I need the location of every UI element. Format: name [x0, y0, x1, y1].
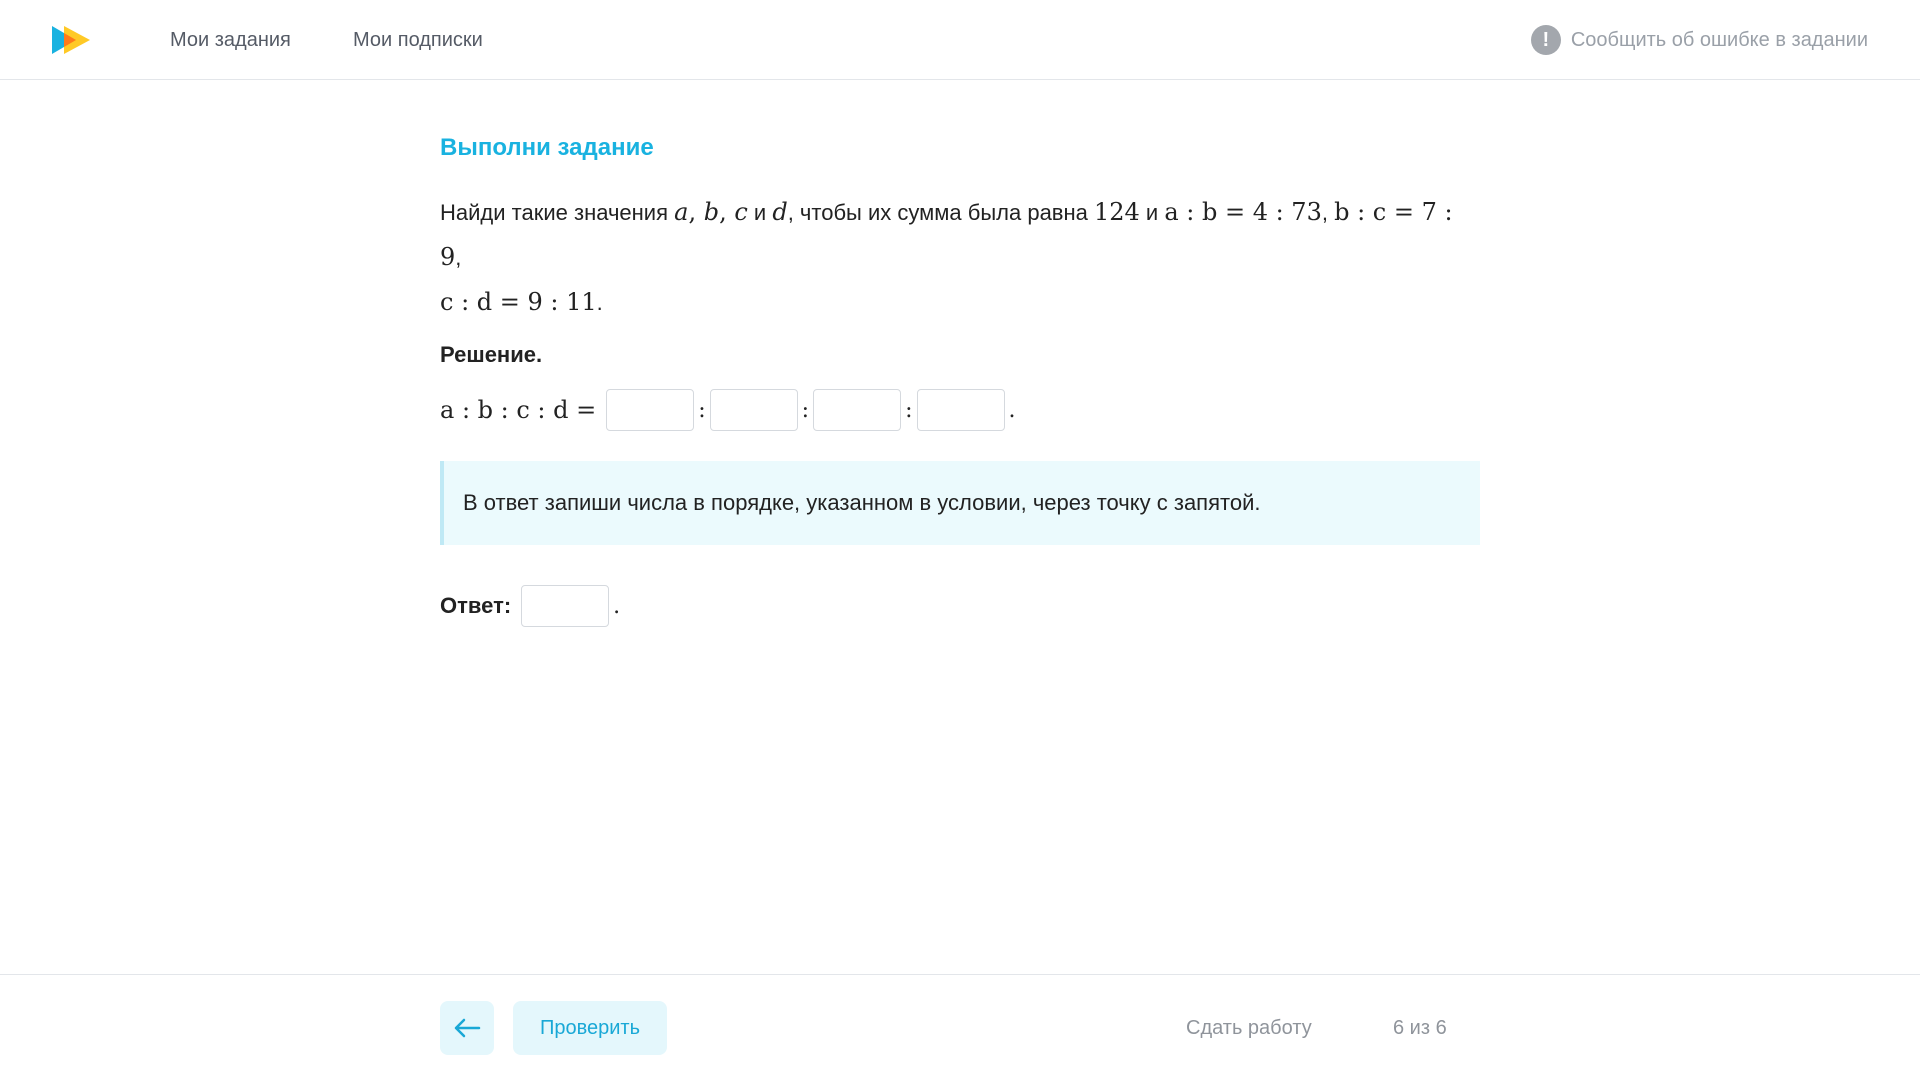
- check-button[interactable]: Проверить: [513, 1001, 667, 1055]
- colon-separator: :: [698, 397, 706, 423]
- problem-and-2: и: [1139, 200, 1165, 225]
- problem-and: и: [747, 200, 773, 225]
- var-b: b: [703, 198, 720, 226]
- nav-my-subscriptions[interactable]: Мои подписки: [353, 29, 483, 51]
- var-d: d: [772, 198, 788, 226]
- ratio-2: b : c = 7 : 9: [440, 198, 1453, 271]
- hint-box: [440, 461, 1480, 545]
- play-logo-icon[interactable]: [50, 22, 94, 58]
- ratio-label: a : b : c : d =: [440, 396, 597, 424]
- answer-row: [440, 585, 1480, 627]
- solution-label: Решение.: [440, 342, 543, 367]
- period: .: [613, 593, 621, 619]
- arrow-left-icon: [453, 1018, 481, 1038]
- answer-input[interactable]: [521, 585, 609, 627]
- ratio-1: a : b = 4 : 73: [1164, 198, 1322, 226]
- task-title: Выполни задание: [440, 134, 654, 161]
- sum-value: 124: [1093, 198, 1140, 226]
- hint-text: В ответ запиши числа в порядке, указанном в условии, через точку с запятой.: [463, 490, 1261, 515]
- back-button[interactable]: [440, 1001, 494, 1055]
- report-error-label: Сообщить об ошибке в задании: [1570, 28, 1868, 51]
- progress-indicator: 6 из 6: [1393, 1017, 1447, 1039]
- exclamation-icon: !: [1531, 25, 1561, 55]
- task-content: [440, 128, 1480, 627]
- header: [0, 0, 1920, 80]
- ratio-input-b[interactable]: [710, 389, 798, 431]
- submit-work-button[interactable]: Сдать работу: [1186, 1017, 1312, 1039]
- ratio-input-d[interactable]: [917, 389, 1005, 431]
- ratio-input-c[interactable]: [813, 389, 901, 431]
- var-a: a: [674, 198, 689, 226]
- problem-statement: Найди такие значения a, b, c и d, чтобы их сумма была равна 124 и a : b = 4 : 73, b : c = 7 : 9, c : d = 9 : 11.: [440, 198, 1453, 316]
- report-error-link[interactable]: [1531, 24, 1868, 56]
- nav-my-tasks[interactable]: Мои задания: [170, 29, 291, 51]
- problem-text-2: , чтобы их сумма была равна: [787, 200, 1094, 225]
- colon-separator: :: [905, 397, 913, 423]
- period: .: [1008, 397, 1016, 423]
- answer-label: Ответ:: [440, 593, 512, 618]
- ratio-3: c : d = 9 : 11: [440, 288, 597, 316]
- var-c: c: [734, 198, 748, 226]
- ratio-input-a[interactable]: [606, 389, 694, 431]
- ratio-row: [440, 389, 1480, 431]
- problem-text-1: Найди такие значения: [440, 200, 675, 225]
- colon-separator: :: [801, 397, 810, 423]
- footer: [0, 974, 1920, 1080]
